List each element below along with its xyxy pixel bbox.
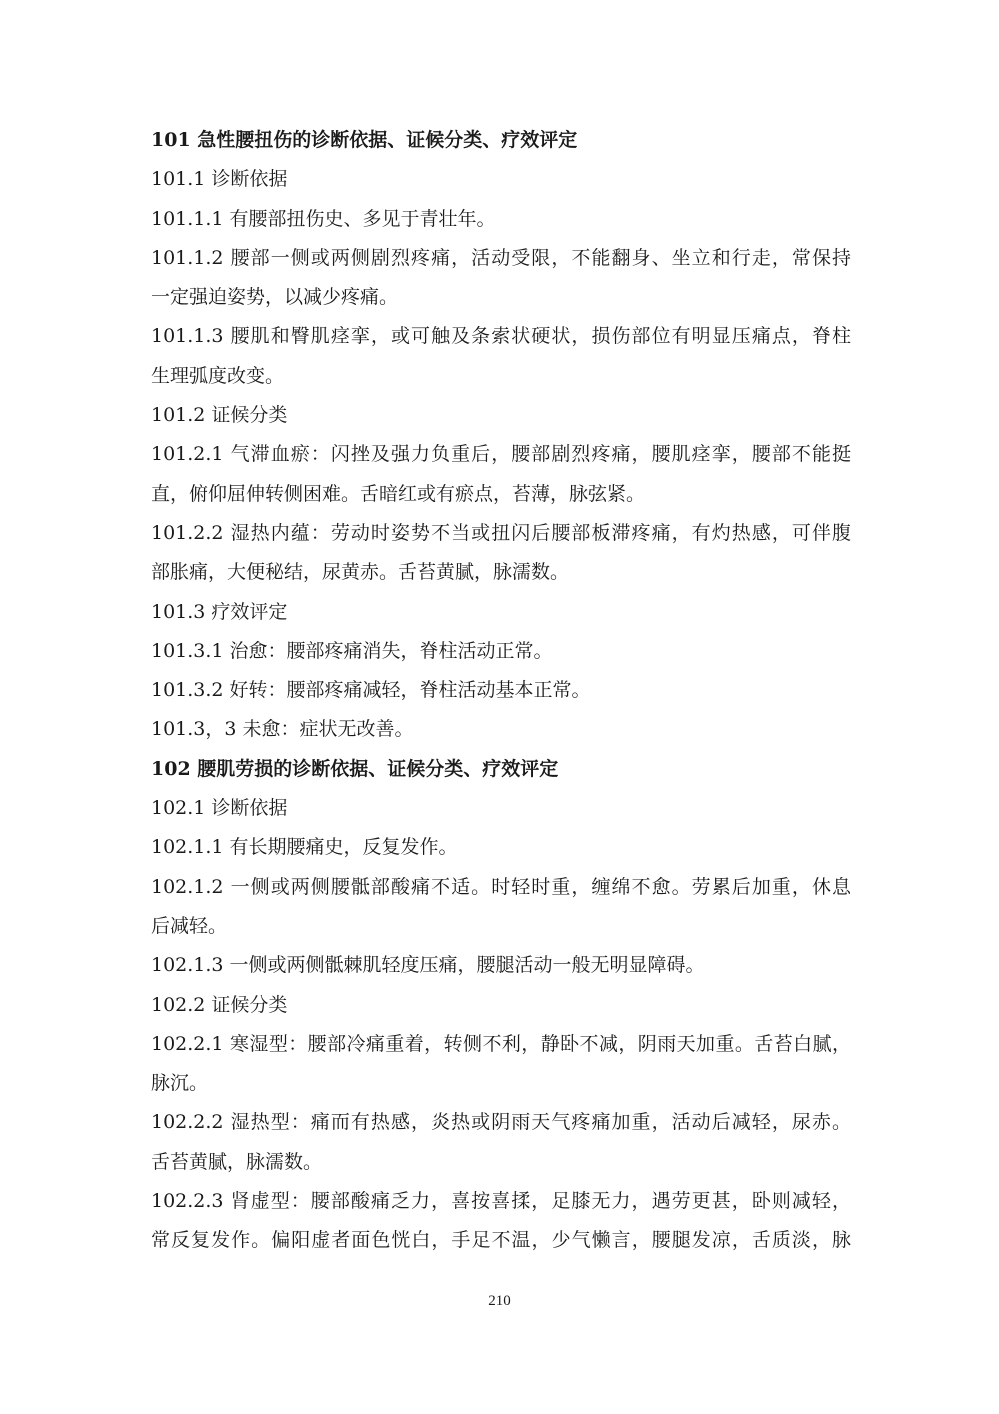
paragraph [151,435,851,514]
text-line: 部胀痛，大便秘结，尿黄赤。舌苔黄腻，脉濡数。 [151,561,570,584]
text-line: 101.1.2 腰部一侧或两侧剧烈疼痛，活动受限，不能翻身、坐立和行走，常保持 [151,246,851,269]
text-line: 一定强迫姿势，以减少疼痛。 [151,286,399,309]
subsection-title: 102.2 证候分类 [151,993,288,1016]
section-heading: 102 腰肌劳损的诊断依据、证候分类、疗效评定 [151,757,559,780]
text-line: 后减轻。 [151,914,228,937]
text-line: 101.3.1 治愈：腰部疼痛消失，脊柱活动正常。 [151,639,553,662]
text-line: 102.2.2 湿热型：痛而有热感，炎热或阴雨天气疼痛加重，活动后减轻，尿赤。 [151,1111,851,1134]
text-line: 102.2.1 寒湿型：腰部冷痛重着，转侧不利，静卧不减，阴雨天加重。舌苔白腻， [151,1032,851,1055]
subsection-title: 102.1 诊断依据 [151,797,288,820]
paragraph [151,632,851,671]
text-line: 102.1.1 有长期腰痛史，反复发作。 [151,836,458,859]
subsection-title: 101.2 证候分类 [151,404,288,427]
page-number: 210 [488,1293,511,1309]
text-line: 脉沉。 [151,1072,209,1095]
text-line: 102.2.3 肾虚型：腰部酸痛乏力，喜按喜揉，足膝无力，遇劳更甚，卧则减轻， [151,1190,851,1213]
subsection-title: 101.1 诊断依据 [151,168,288,191]
text-line: 102.1.2 一侧或两侧腰骶部酸痛不适。时轻时重，缠绵不愈。劳累后加重，休息 [151,875,851,898]
paragraph [151,1103,851,1182]
text-line: 101.2.1 气滞血瘀：闪挫及强力负重后，腰部剧烈疼痛，腰肌痉挛，腰部不能挺 [151,443,851,466]
paragraph [151,239,851,318]
paragraph [151,671,851,710]
text-line: 102.1.3 一侧或两侧骶棘肌轻度压痛，腰腿活动一般无明显障碍。 [151,954,705,977]
text-line: 101.3.2 好转：腰部疼痛减轻，脊柱活动基本正常。 [151,679,591,702]
paragraph [151,1182,851,1261]
text-line: 舌苔黄腻，脉濡数。 [151,1150,323,1173]
paragraph [151,514,851,593]
text-line: 101.1.1 有腰部扭伤史、多见于青壮年。 [151,207,496,230]
text-line: 常反复发作。偏阳虚者面色恍白，手足不温，少气懒言，腰腿发凉，舌质淡，脉 [151,1229,851,1252]
paragraph [151,868,851,947]
paragraph [151,828,851,867]
page-content [151,121,851,1261]
paragraph [151,710,851,749]
paragraph [151,317,851,396]
section-heading: 101 急性腰扭伤的诊断依据、证候分类、疗效评定 [151,129,578,151]
text-line: 生理弧度改变。 [151,364,285,387]
text-line: 101.2.2 湿热内蕴：劳动时姿势不当或扭闪后腰部板滞疼痛，有灼热感，可伴腹 [151,521,851,544]
text-line: 101.3，3 未愈：症状无改善。 [151,718,414,741]
paragraph [151,946,851,985]
text-line: 直，俯仰屈伸转侧困难。舌暗红或有瘀点，苔薄，脉弦紧。 [151,482,646,505]
paragraph [151,1025,851,1104]
paragraph [151,200,851,239]
subsection-title: 101.3 疗效评定 [151,600,288,623]
text-line: 101.1.3 腰肌和臀肌痉挛，或可触及条索状硬状，损伤部位有明显压痛点，脊柱 [151,325,851,348]
